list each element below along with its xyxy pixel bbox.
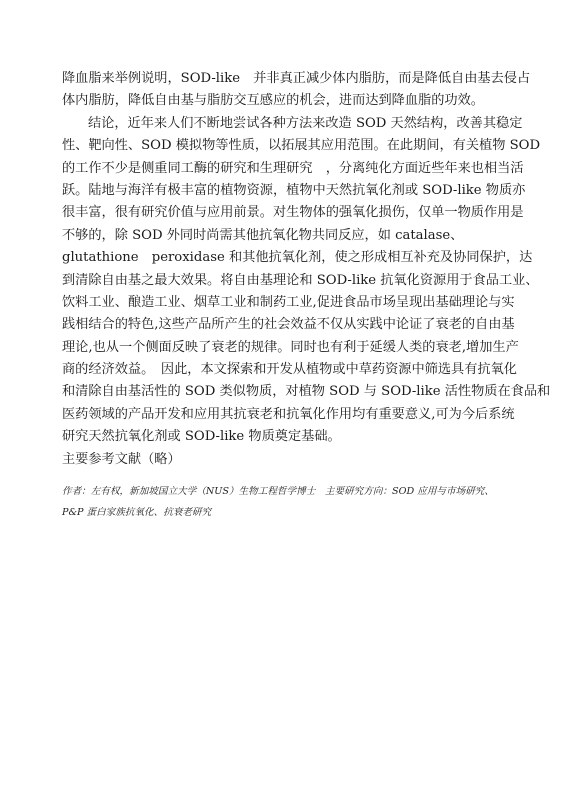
body-line: glutathione peroxidase 和其他抗氧化剂，使之形成相互补充及协同保护，达 [62, 250, 533, 266]
body-line: 体内脂肪，降低自由基与脂肪交互感应的机会，进而达到降血脂的功效。 [62, 93, 484, 109]
body-line: 到清除自由基之最大效果。将自由基理论和 SOD-like 抗氧化资源用于食品工业、 [62, 272, 539, 288]
author-note-line: 作者：左有权，新加坡国立大学（NUS）生物工程哲学博士 主要研究方向：SOD 应用与市场研究、 [62, 486, 494, 497]
author-note [62, 482, 552, 523]
document-page [62, 68, 550, 471]
body-line: 饮料工业、酿造工业、烟草工业和制药工业,促进食品市场呈现出基础理论与实 [62, 294, 515, 310]
body-line: 的工作不少是侧重同工酶的研究和生理研究 ，分离纯化方面近些年来也相当活 [62, 160, 524, 176]
author-note-line: P&P 蛋白家族抗氧化、抗衰老研究 [62, 506, 212, 518]
body-line: 医药领域的产品开发和应用其抗衰老和抗氧化作用均有重要意义,可为今后系统 [62, 406, 515, 422]
body-line: 很丰富，很有研究价值与应用前景。对生物体的强氧化损伤，仅单一物质作用是 [62, 205, 524, 221]
body-line: 践相结合的特色,这些产品所产生的社会效益不仅从实践中论证了衰老的自由基 [62, 317, 515, 333]
body-line: 研究天然抗氧化剂或 SOD-like 物质奠定基础。 [62, 429, 341, 445]
body-line: 商的经济效益。 因此，本文探索和开发从植物或中草药资源中筛选具有抗氧化 [62, 362, 517, 378]
body-line: 跃。陆地与海洋有极丰富的植物资源，植物中天然抗氧化剂或 SOD-like 物质亦 [62, 182, 526, 198]
conclusion-paragraph-start: 结论，近年来人们不断地尝试各种方法来改造 SOD 天然结构，改善其稳定 [88, 115, 523, 131]
body-line: 不够的，除 SOD 外同时尚需其他抗氧化物共同反应，如 catalase、 [62, 227, 464, 243]
references-heading: 主要参考文献（略） [62, 451, 181, 467]
body-line: 性、靶向性、SOD 模拟物等性质，以拓展其应用范围。在此期间，有关植物 SOD [62, 138, 541, 154]
body-line: 和清除自由基活性的 SOD 类似物质，对植物 SOD 与 SOD-like 活性物质在食品和 [62, 384, 550, 400]
body-line: 降血脂来举例说明，SOD-like 并非真正减少体内脂肪，而是降低自由基去侵占 [62, 71, 531, 86]
body-line: 理论,也从一个侧面反映了衰老的规律。同时也有利于延缓人类的衰老,增加生产 [62, 339, 519, 355]
